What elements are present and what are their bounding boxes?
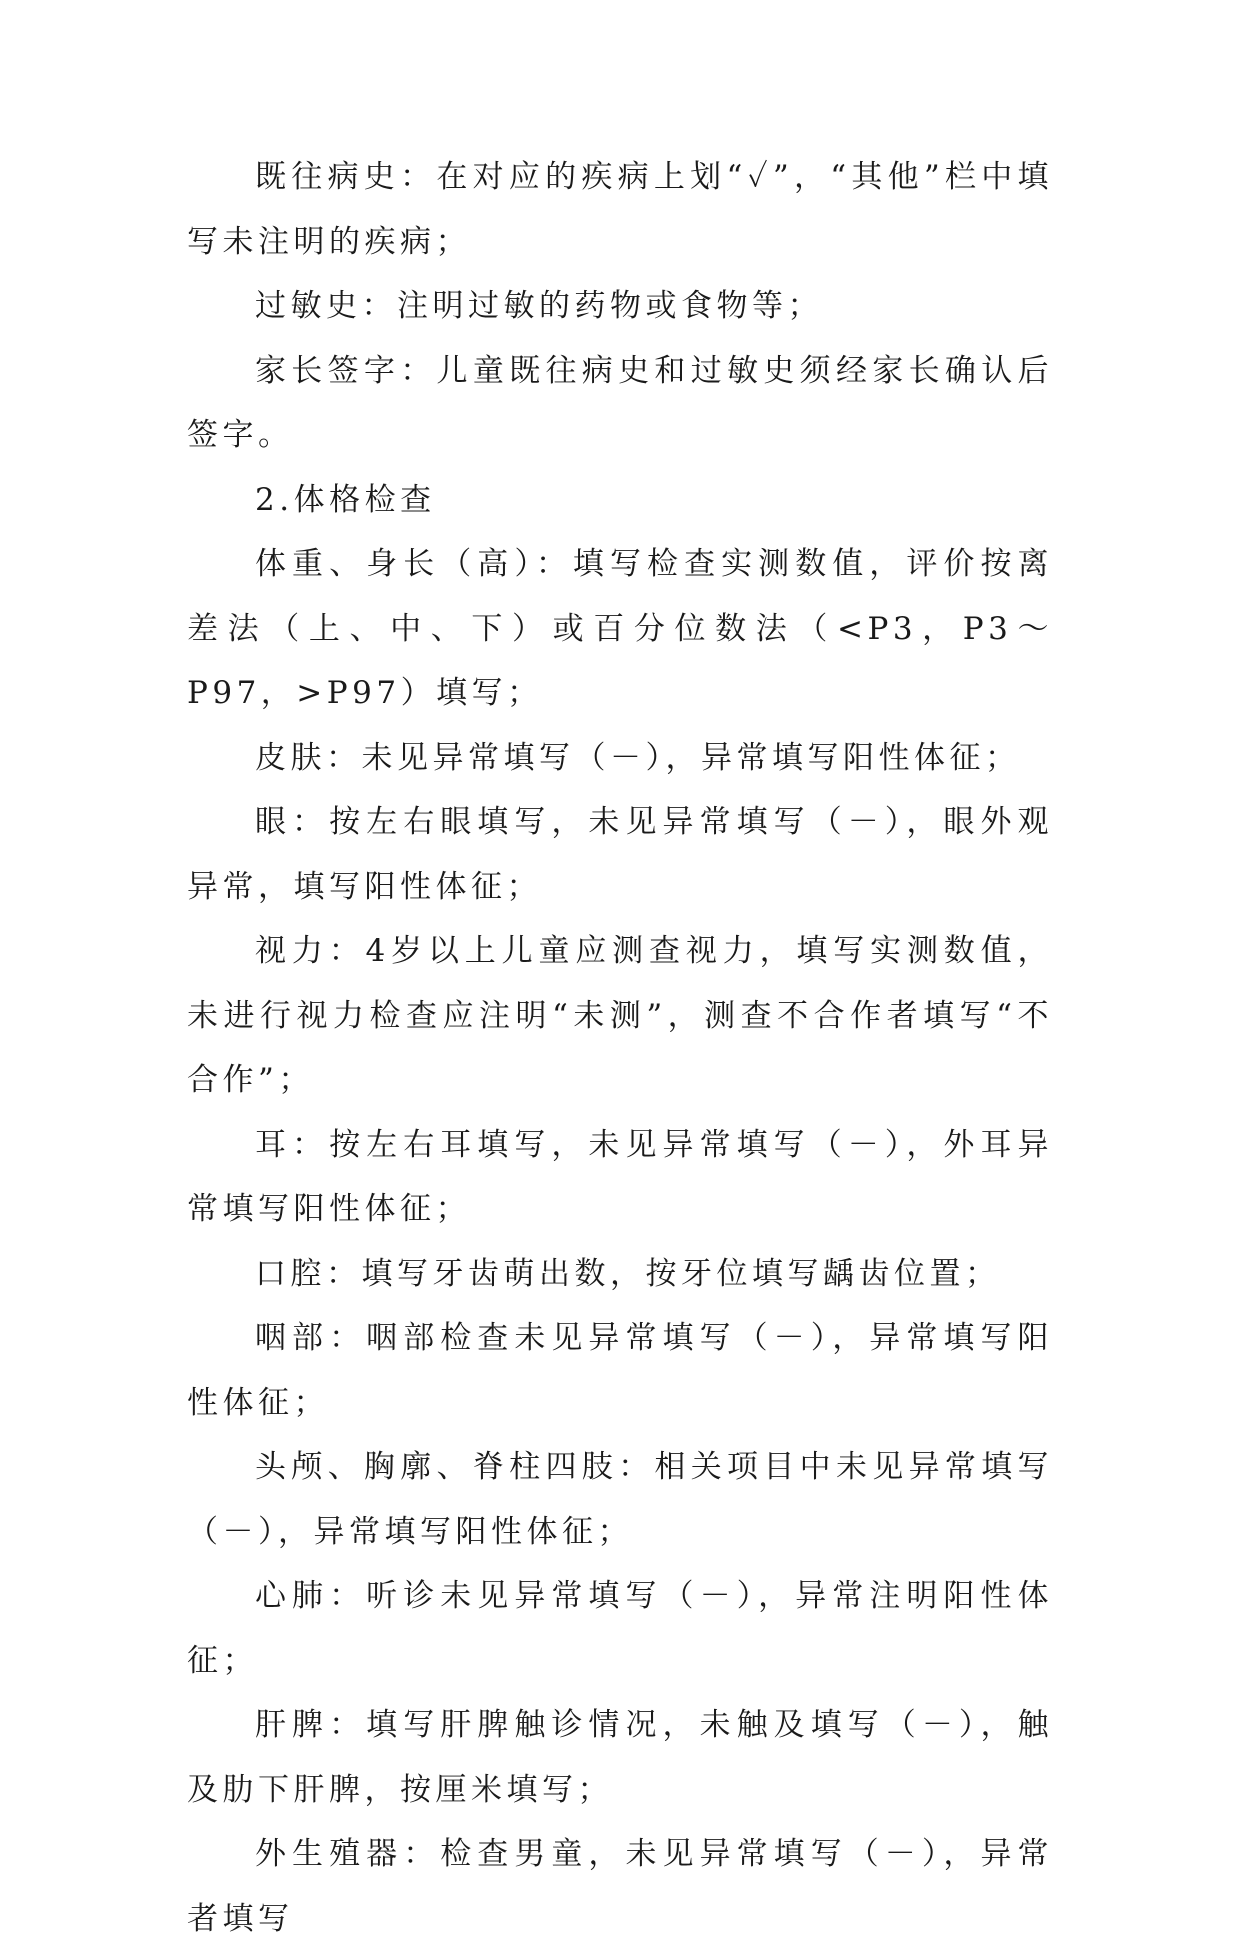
paragraph-vision: 视力：4岁以上儿童应测查视力，填写实测数值，未进行视力检查应注明“未测”，测查不合作者填写“不合作”；	[187, 933, 1053, 1098]
paragraph-ears: 耳：按左右耳填写，未见异常填写（－），外耳异常填写阳性体征；	[187, 1126, 1053, 1227]
paragraph-oral-cavity: 口腔：填写牙齿萌出数，按牙位填写龋齿位置；	[255, 1255, 1001, 1292]
paragraph-weight-height: 体重、身长（高）：填写检查实测数值，评价按离差法（上、中、下）或百分位数法（<P3，P3～P97，>P97）填写；	[187, 546, 1053, 711]
section-heading-physical-exam: 2.体格检查	[255, 481, 436, 518]
paragraph-past-medical-history: 既往病史：在对应的疾病上划“✓”，“其他”栏中填写未注明的疾病；	[187, 159, 1053, 260]
paragraph-parent-signature: 家长签字：儿童既往病史和过敏史须经家长确认后签字。	[187, 352, 1053, 453]
paragraph-liver-spleen: 肝脾：填写肝脾触诊情况，未触及填写（－），触及肋下肝脾，按厘米填写；	[187, 1707, 1053, 1808]
paragraph-skin: 皮肤：未见异常填写（－），异常填写阳性体征；	[255, 739, 1021, 776]
paragraph-heart-lungs: 心肺：听诊未见异常填写（－），异常注明阳性体征；	[187, 1578, 1053, 1679]
paragraph-allergy-history: 过敏史：注明过敏的药物或食物等；	[255, 288, 823, 324]
paragraph-eyes: 眼：按左右眼填写，未见异常填写（－），眼外观异常，填写阳性体征；	[187, 804, 1053, 905]
paragraph-pharynx: 咽部：咽部检查未见异常填写（－），异常填写阳性体征；	[187, 1320, 1053, 1421]
paragraph-head-chest-spine-limbs: 头颅、胸廓、脊柱四肢：相关项目中未见异常填写（－），异常填写阳性体征；	[187, 1449, 1053, 1550]
document-body	[187, 145, 1053, 1951]
paragraph-external-genitalia: 外生殖器：检查男童，未见异常填写（－），异常者填写	[187, 1836, 1053, 1937]
